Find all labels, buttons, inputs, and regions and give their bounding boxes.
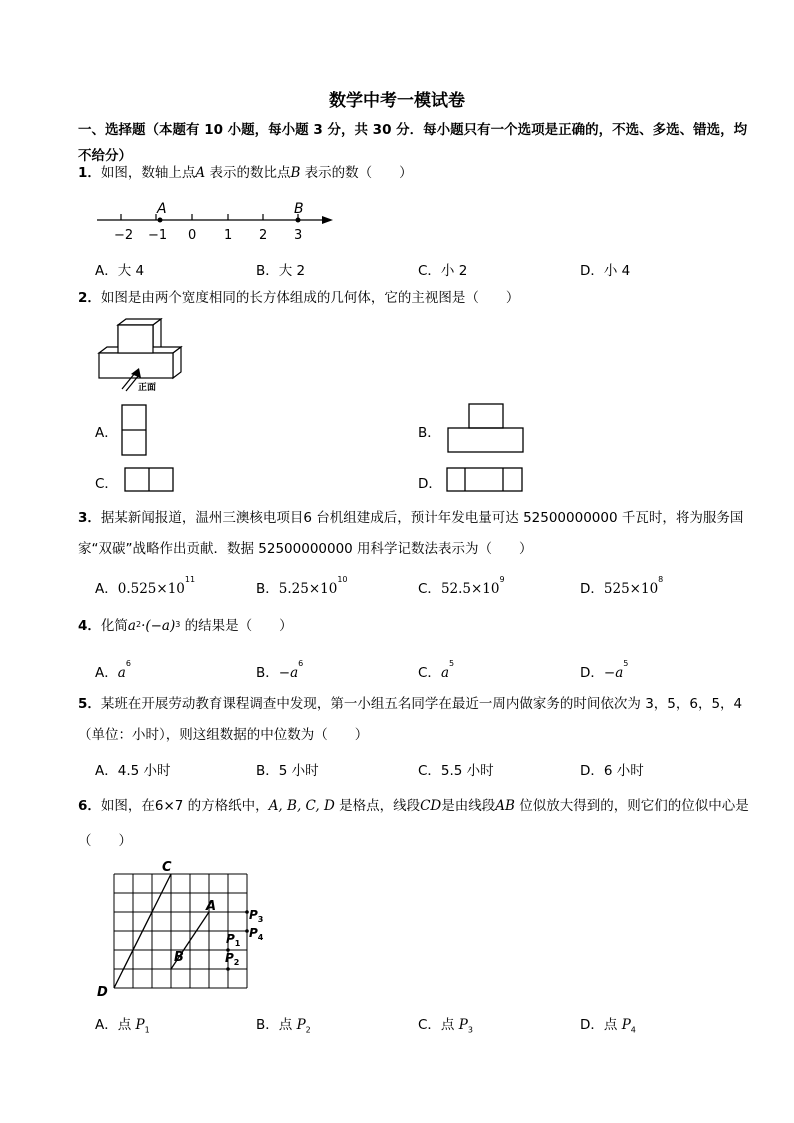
- q4-text: 的结果是（ ）: [184, 618, 293, 634]
- q3-option-d[interactable]: [580, 577, 663, 597]
- q4-option-b[interactable]: [256, 661, 303, 681]
- q4-option-c[interactable]: [418, 661, 454, 681]
- axis-label: 3: [294, 228, 303, 243]
- q1-text: 表示的数（ ）: [304, 165, 413, 181]
- option-label: B．: [256, 581, 279, 597]
- option-label: A．点: [95, 1017, 136, 1033]
- q2-option-a[interactable]: A．: [95, 425, 118, 441]
- point-c-label: C: [162, 860, 172, 875]
- p-letter: P: [249, 908, 258, 922]
- option-base: P: [621, 1017, 631, 1033]
- front-label: 正面: [138, 383, 157, 393]
- option-base: 52.5×10: [440, 581, 500, 597]
- q6-text: 是由线段: [441, 798, 496, 814]
- p-sub: 2: [233, 958, 240, 967]
- q1-text: 表示的数比点: [209, 165, 291, 181]
- q2-option-a-figure[interactable]: [121, 404, 151, 458]
- q3-option-b[interactable]: [256, 577, 348, 597]
- q1-var-a: A: [195, 165, 206, 181]
- option-exp: 10: [337, 575, 348, 584]
- q1-option-a[interactable]: A．大 4: [95, 263, 145, 279]
- q2-option-c-figure[interactable]: [124, 467, 176, 493]
- page-title: 数学中考一模试卷: [329, 91, 465, 111]
- q1-var-b: B: [290, 165, 301, 181]
- q1-option-b[interactable]: B．大 2: [256, 263, 306, 279]
- option-base: 5.25×10: [278, 581, 338, 597]
- q6-option-b[interactable]: [256, 1013, 311, 1035]
- axis-label: −1: [148, 228, 168, 243]
- q4-expr: a: [127, 618, 136, 634]
- option-sub: 1: [144, 1025, 150, 1035]
- p-letter: P: [225, 951, 234, 965]
- option-base: 525×10: [603, 581, 659, 597]
- question-5: [78, 689, 758, 751]
- p-sub: 4: [257, 933, 264, 942]
- p-sub: 3: [257, 915, 264, 924]
- question-number: 6．: [78, 798, 101, 814]
- q4-text: 化简: [100, 618, 128, 634]
- option-base: P: [458, 1017, 468, 1033]
- question-number: 4．: [78, 618, 101, 634]
- question-3: [78, 503, 758, 565]
- point-p1-label: [226, 932, 241, 948]
- q2-option-d-figure[interactable]: [446, 467, 524, 493]
- q4-exp: 3: [175, 620, 181, 629]
- q3-text: 据某新闻报道，温州三澳核电项目6 台机组建成后，预计年发电量可达 52500000000 千瓦时，将为服务国家“双碳”战略作出贡献．数据 52500000000 用科学记数法表示为（ ）: [78, 510, 744, 557]
- option-label: B．: [256, 665, 279, 681]
- q5-option-d[interactable]: D．6 小时: [580, 763, 644, 779]
- option-sub: 3: [467, 1025, 473, 1035]
- q6-seg: AB: [495, 798, 515, 814]
- section-heading: 一、选择题（本题有 10 小题，每小题 3 分，共 30 分．每小题只有一个选项是正确的，不选、多选、错选，均不给分）: [78, 122, 748, 164]
- question-number: 1．: [78, 165, 101, 181]
- point-b-label: B: [174, 950, 184, 965]
- option-base: −a: [603, 665, 624, 681]
- q2-option-b[interactable]: B．: [418, 425, 441, 441]
- option-base: a: [117, 665, 126, 681]
- q5-option-c[interactable]: C．5.5 小时: [418, 763, 494, 779]
- p-letter: P: [249, 926, 258, 940]
- point-p3-label: [249, 908, 263, 924]
- point-a-label: A: [206, 899, 217, 914]
- option-label: D．点: [580, 1017, 622, 1033]
- option-exp: 6: [298, 659, 304, 668]
- option-label: D．: [580, 665, 604, 681]
- p-letter: P: [226, 932, 235, 946]
- option-exp: 8: [658, 575, 664, 584]
- q6-vars: A, B, C, D: [268, 798, 335, 814]
- number-line-figure: [95, 198, 340, 244]
- option-sub: 4: [630, 1025, 636, 1035]
- q4-option-a[interactable]: [95, 661, 131, 681]
- axis-label: 1: [224, 228, 233, 243]
- q6-option-c[interactable]: [418, 1013, 473, 1035]
- question-number: 2．: [78, 290, 101, 306]
- q2-option-d[interactable]: D．: [418, 476, 442, 492]
- point-b-label: B: [294, 201, 304, 217]
- q2-option-b-figure[interactable]: [447, 403, 525, 453]
- option-base: P: [135, 1017, 145, 1033]
- q2-option-c[interactable]: C．: [95, 476, 118, 492]
- question-1: [78, 158, 758, 189]
- axis-label: −2: [114, 228, 134, 243]
- q4-exp: 2: [135, 620, 142, 629]
- option-exp: 6: [125, 659, 131, 668]
- option-label: A．: [95, 665, 118, 681]
- q6-option-d[interactable]: [580, 1013, 636, 1035]
- option-exp: 5: [449, 659, 455, 668]
- option-label: C．: [418, 581, 441, 597]
- option-exp: 5: [623, 659, 629, 668]
- p-sub: 1: [234, 939, 241, 948]
- question-number: 5．: [78, 696, 101, 712]
- option-sub: 2: [305, 1025, 311, 1035]
- option-base: −a: [278, 665, 299, 681]
- question-number: 3．: [78, 510, 101, 526]
- point-p4-label: [249, 926, 264, 942]
- q6-text: 如图，在6×7 的方格纸中，: [100, 798, 269, 814]
- point-d-label: D: [97, 985, 108, 1000]
- question-4: [78, 611, 758, 642]
- option-label: A．: [95, 581, 118, 597]
- q5-option-b[interactable]: B．5 小时: [256, 763, 319, 779]
- q6-text: 是格点，线段: [339, 798, 421, 814]
- q2-text: 如图是由两个宽度相同的长方体组成的几何体，它的主视图是（ ）: [100, 290, 520, 306]
- point-p2-label: [225, 951, 239, 967]
- point-a-label: A: [157, 201, 167, 217]
- option-label: C．: [418, 665, 441, 681]
- axis-label: 0: [188, 228, 197, 243]
- q6-option-a[interactable]: [95, 1013, 150, 1035]
- q5-option-a[interactable]: A．4.5 小时: [95, 763, 171, 779]
- q3-option-a[interactable]: [95, 577, 195, 597]
- question-6: [78, 789, 758, 859]
- axis-label: 2: [259, 228, 268, 243]
- option-exp: 11: [184, 575, 196, 584]
- q1-option-d[interactable]: D．小 4: [580, 263, 631, 279]
- q1-option-c[interactable]: C．小 2: [418, 263, 468, 279]
- q6-text: 位似放大得到的，则它们的位似中心是（ ）: [78, 798, 749, 849]
- option-base: 0.525×10: [117, 581, 185, 597]
- q5-text: 某班在开展劳动教育课程调查中发现，第一小组五名同学在最近一周内做家务的时间依次为 3，5，6，5，4（单位：小时），则这组数据的中位数为（ ）: [78, 696, 743, 743]
- option-label: B．点: [256, 1017, 297, 1033]
- grid-figure: [95, 858, 270, 1000]
- q4-expr: ·(−a): [141, 618, 176, 634]
- option-label: D．: [580, 581, 604, 597]
- option-base: a: [440, 665, 449, 681]
- option-exp: 9: [499, 575, 505, 584]
- solid-figure: [95, 318, 190, 394]
- q6-seg: CD: [420, 798, 442, 814]
- option-base: P: [296, 1017, 306, 1033]
- question-2: [78, 283, 758, 314]
- q1-text: 如图，数轴上点: [100, 165, 196, 181]
- option-label: C．点: [418, 1017, 459, 1033]
- q4-option-d[interactable]: [580, 661, 628, 681]
- q3-option-c[interactable]: [418, 577, 505, 597]
